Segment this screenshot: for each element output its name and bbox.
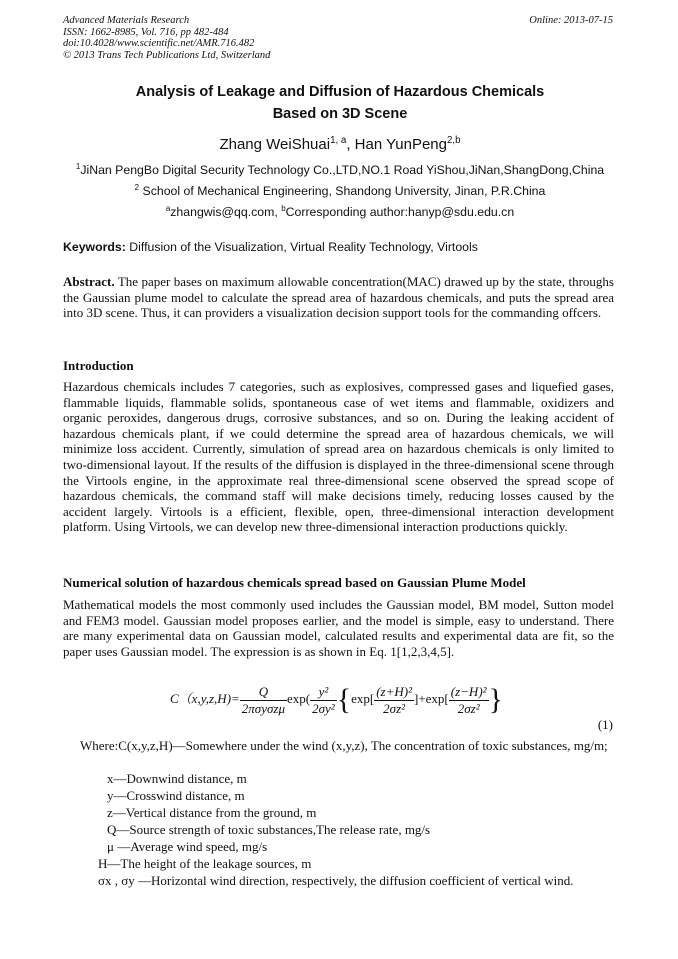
where-paragraph: Where:C(x,y,z,H)—Somewhere under the wind (x,y,z), The concentration of toxic substances, mg/m; bbox=[80, 738, 608, 753]
affiliation-1 bbox=[60, 163, 620, 177]
var-y: y—Crosswind distance, m bbox=[107, 788, 245, 803]
title-line-2: Based on 3D Scene bbox=[272, 106, 408, 122]
copyright-line: © 2013 Trans Tech Publications Ltd, Switzerland bbox=[63, 49, 271, 61]
eq-lhs: C（x,y,z,H)= bbox=[170, 690, 240, 706]
eq-q-num: Q bbox=[240, 684, 287, 701]
eq-zp-den: 2σz² bbox=[383, 700, 406, 716]
var-q: Q—Source strength of toxic substances,The release rate, mg/s bbox=[107, 822, 431, 837]
variable-list bbox=[63, 770, 574, 889]
keywords-label: Keywords: bbox=[63, 240, 126, 254]
var-h: H—The height of the leakage sources, m bbox=[98, 856, 312, 871]
intro-paragraph: Hazardous chemicals includes 7 categories, such as explosives, compressed gases and liquefied gases, flammable liquids, flammable solids, spontaneous case of wet items and flammable, oxidizers and organic peroxides, dangerous drugs, corrosive substances, and so on. During the leaking accident of hazardous chemicals plant, if we could determine the spread area of hazardous chemicals, we will minimize loss accident. Currently, simulation of spread area on hazardous chemicals is only limited to two-dimensional layout. If the results of the diffusion is displayed in the three-dimensional scene through the Virtools engine, in the approximate real three-dimensional scene observed the spread scope of hazardous chemicals, the command staff will make decisions timely, reducing losses caused by the accident largely. Virtools is a efficient, flexible, open, three-dimensional interaction development platform. Using Virtools, we can develop new three-dimensional interaction productions quickly. bbox=[63, 379, 614, 535]
var-mu: μ —Average wind speed, mg/s bbox=[107, 839, 268, 854]
aff1-text: JiNan PengBo Digital Security Technology Co.,LTD,NO.1 Road YiShou,JiNan,ShangDong,China bbox=[80, 163, 605, 177]
eq-q-den: 2πσyσzμ bbox=[241, 700, 285, 716]
eq-frac-q bbox=[240, 684, 287, 717]
affiliation-2 bbox=[60, 184, 620, 198]
section-2-paragraph: Mathematical models the most commonly used includes the Gaussian model, BM model, Sutton model and FEM3 model. Gaussian model proposes earlier, and the model is simple, easy to understand. There are many experimental data on Gaussian model, calculated results and experimental data are fit, so the paper uses Gaussian model. The expression is as shown in Eq. 1[1,2,3,4,5]. bbox=[63, 597, 614, 659]
eq-exp2: exp[ bbox=[351, 690, 375, 706]
author-1: Zhang WeiShuai bbox=[219, 136, 331, 153]
section-2-heading: Numerical solution of hazardous chemicals spread based on Gaussian Plume Model bbox=[63, 575, 526, 590]
journal-header bbox=[63, 15, 270, 61]
keywords-text: Diffusion of the Visualization, Virtual Reality Technology, Virtools bbox=[125, 240, 478, 254]
doi-line: doi:10.4028/www.scientific.net/AMR.716.482 bbox=[63, 38, 255, 49]
abstract-label: Abstract. bbox=[63, 274, 115, 289]
aff2-sup: 2 bbox=[134, 182, 140, 192]
keywords bbox=[63, 240, 478, 254]
eq-brace-open: { bbox=[336, 683, 352, 716]
author-1-sup: 1, a bbox=[330, 135, 347, 146]
intro-heading: Introduction bbox=[63, 358, 134, 373]
eq-zp-num: (z+H)² bbox=[376, 683, 412, 699]
email-b-sup: b bbox=[281, 203, 286, 213]
author-2-sup: 2,b bbox=[446, 135, 461, 146]
author-2: Han YunPeng bbox=[354, 136, 447, 153]
var-sigma: σx , σy —Horizontal wind direction, respectively, the diffusion coefficient of vertical wind. bbox=[98, 873, 574, 888]
author-sep: , bbox=[346, 136, 355, 153]
equation-number: (1) bbox=[597, 717, 613, 732]
eq-frac-zp bbox=[374, 684, 414, 717]
aff1-sup: 1 bbox=[75, 161, 81, 171]
eq-frac-y bbox=[310, 684, 337, 717]
paper-title bbox=[60, 81, 620, 125]
email-b[interactable]: Corresponding author:hanyp@sdu.edu.cn bbox=[285, 205, 515, 219]
email-line bbox=[60, 205, 620, 219]
email-a-sup: a bbox=[165, 203, 171, 213]
issn-line: ISSN: 1662-8985, Vol. 716, pp 482-484 bbox=[63, 26, 229, 38]
var-x: x—Downwind distance, m bbox=[107, 771, 247, 786]
abstract bbox=[63, 274, 614, 321]
eq-zm-num: (z−H)² bbox=[450, 683, 487, 699]
eq-y-num: y² bbox=[310, 684, 337, 701]
abstract-text: The paper bases on maximum allowable concentration(MAC) drawed up by the state, throughs the Gaussian plume model to calculate the spread area of hazardous chemicals, and puts the spread area into 3D scene. Thus, it can providers a visualization decision support tools for the commanding offcers. bbox=[63, 274, 614, 321]
email-a[interactable]: zhangwis@qq.com, bbox=[170, 205, 282, 219]
eq-zm-den: 2σz² bbox=[457, 700, 480, 716]
var-z: z—Vertical distance from the ground, m bbox=[107, 805, 317, 820]
journal-name: Advanced Materials Research bbox=[63, 15, 190, 26]
eq-exp1: exp( bbox=[287, 690, 311, 706]
eq-brace-close: } bbox=[488, 683, 503, 716]
online-date: Online: 2013-07-15 bbox=[529, 15, 613, 26]
eq-frac-zm bbox=[449, 684, 489, 717]
title-line-1: Analysis of Leakage and Diffusion of Hazardous Chemicals bbox=[135, 84, 545, 100]
eq-plus: ]+exp[ bbox=[414, 690, 449, 706]
aff2-text: School of Mechanical Engineering, Shandong University, Jinan, P.R.China bbox=[139, 184, 546, 198]
equation-1 bbox=[170, 683, 510, 733]
author-line bbox=[60, 136, 620, 153]
eq-y-den: 2σy² bbox=[312, 700, 335, 716]
